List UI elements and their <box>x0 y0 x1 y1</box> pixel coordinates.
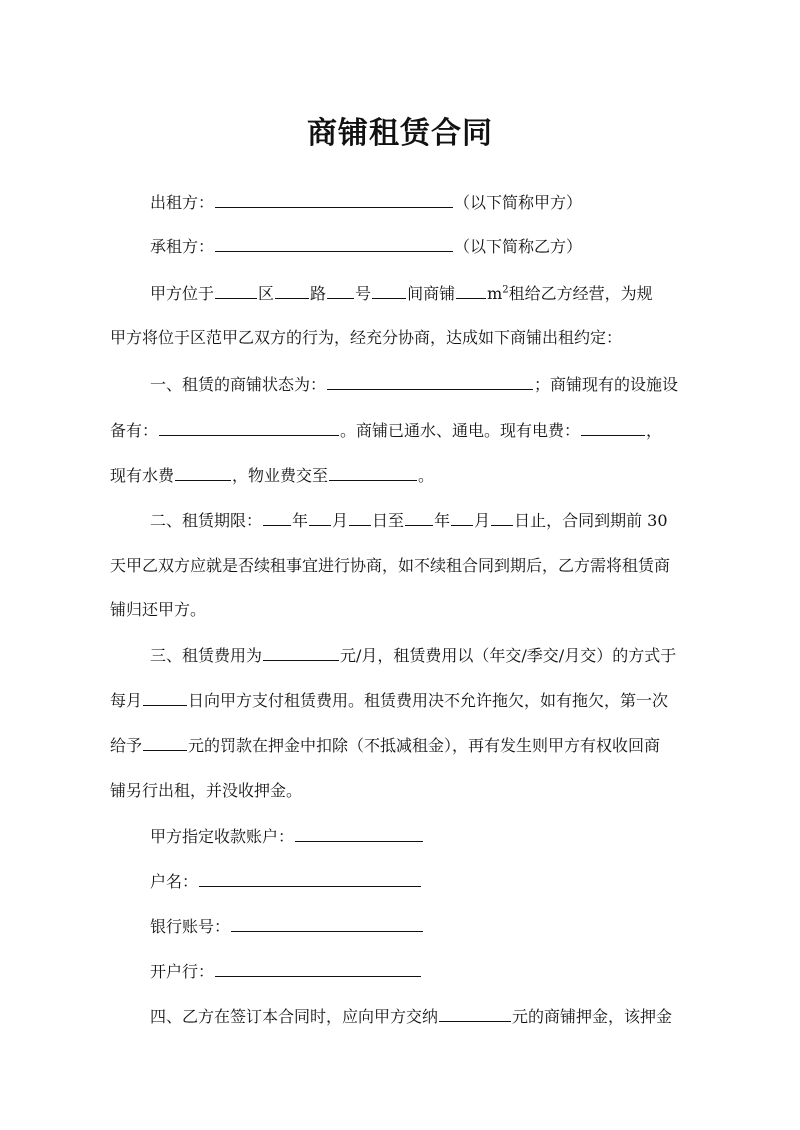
clause1-line-3 <box>110 461 434 491</box>
intro-line-1 <box>150 279 653 309</box>
intro-text: 租给乙方经营，为规 <box>508 284 653 303</box>
clause1-line-2 <box>110 416 662 446</box>
clause2-text: 日止，合同到期前 30 <box>514 511 668 530</box>
clause3-text: 元/月，租赁费用以（年交/季交/月交）的方式于 <box>340 646 677 665</box>
bank-line <box>150 957 422 987</box>
clause1-text: 一、租赁的商铺状态为： <box>150 375 327 394</box>
end-year-blank[interactable] <box>405 506 433 526</box>
clause3-text: 给予 <box>110 736 143 755</box>
clause3-line-4: 铺另行出租，并没收押金。 <box>110 781 303 800</box>
clause2-text: 月 <box>474 511 491 530</box>
clause4-text: 元的商铺押金，该押金 <box>512 1007 673 1026</box>
designated-account-blank[interactable] <box>295 822 423 842</box>
account-label: 开户行： <box>150 962 215 981</box>
designated-account-line <box>150 822 424 852</box>
account-number-line <box>150 912 424 942</box>
clause3-text: 日向甲方支付租赁费用。租赁费用决不允许拖欠，如有拖欠，第一次 <box>188 691 669 710</box>
start-year-blank[interactable] <box>263 506 291 526</box>
lessor-blank[interactable] <box>215 188 453 208</box>
clause1-line-1 <box>150 370 678 400</box>
clause3-line-2 <box>110 686 668 716</box>
deposit-blank[interactable] <box>439 1002 511 1022</box>
lessee-blank[interactable] <box>215 232 453 252</box>
lessee-label: 承租方： <box>150 237 215 256</box>
penalty-blank[interactable] <box>143 731 187 751</box>
clause1-text: ， <box>646 421 663 440</box>
lessee-line <box>150 232 582 262</box>
clause1-text: ，物业费交至 <box>232 466 329 485</box>
intro-text: 区 <box>258 284 275 303</box>
room-blank[interactable] <box>372 279 406 299</box>
bank-blank[interactable] <box>215 957 421 977</box>
clause3-text: 三、租赁费用为 <box>150 646 263 665</box>
end-month-blank[interactable] <box>451 506 473 526</box>
end-day-blank[interactable] <box>491 506 513 526</box>
clause2-line-2: 天甲乙双方应就是否续租事宜进行协商，如不续租合同到期后，乙方需将租赁商 <box>110 556 671 575</box>
number-blank[interactable] <box>327 279 354 299</box>
rent-amount-blank[interactable] <box>263 641 339 661</box>
road-blank[interactable] <box>275 279 309 299</box>
clause1-text: 现有水费 <box>110 466 175 485</box>
clause2-line-1 <box>150 506 668 536</box>
facilities-blank[interactable] <box>159 416 339 436</box>
start-month-blank[interactable] <box>309 506 331 526</box>
account-label: 甲方指定收款账户： <box>150 827 295 846</box>
clause2-text: 月 <box>332 511 349 530</box>
district-blank[interactable] <box>215 279 257 299</box>
lessee-suffix: （以下简称乙方） <box>454 237 583 256</box>
clause2-text: 年 <box>434 511 451 530</box>
lessor-label: 出租方： <box>150 193 215 212</box>
area-blank[interactable] <box>456 279 486 299</box>
clause3-text: 每月 <box>110 691 143 710</box>
intro-text: 号 <box>355 284 372 303</box>
intro-line-2: 甲方将位于区范甲乙双方的行为，经充分协商，达成如下商铺出租约定： <box>110 328 623 347</box>
area-unit-sup: 2 <box>502 284 509 296</box>
account-label: 户名： <box>150 872 199 891</box>
page-title: 商铺租赁合同 <box>307 116 493 151</box>
lessor-line <box>150 188 582 218</box>
account-number-blank[interactable] <box>231 912 423 932</box>
clause4-line-1 <box>150 1002 672 1032</box>
water-blank[interactable] <box>175 461 231 481</box>
clause4-text: 四、乙方在签订本合同时，应向甲方交纳 <box>150 1007 439 1026</box>
intro-text: 路 <box>310 284 327 303</box>
account-name-line <box>150 867 422 897</box>
clause3-line-1 <box>150 641 676 671</box>
clause1-text: 。 <box>418 466 435 485</box>
property-fee-blank[interactable] <box>329 461 417 481</box>
shop-status-blank[interactable] <box>327 370 533 390</box>
clause2-line-3: 铺归还甲方。 <box>110 600 207 619</box>
account-name-blank[interactable] <box>199 867 421 887</box>
payment-day-blank[interactable] <box>143 686 187 706</box>
intro-text: 甲方位于 <box>150 284 215 303</box>
electricity-blank[interactable] <box>581 416 645 436</box>
lessor-suffix: （以下简称甲方） <box>454 193 583 212</box>
clause2-text: 日至 <box>372 511 405 530</box>
clause2-text: 二、租赁期限： <box>150 511 263 530</box>
clause2-text: 年 <box>292 511 309 530</box>
clause3-text: 元的罚款在押金中扣除（不抵减租金），再有发生则甲方有权收回商 <box>188 736 661 755</box>
clause1-text: 备有： <box>110 421 159 440</box>
area-unit: m <box>487 284 503 303</box>
clause1-text: 。商铺已通水、通电。现有电费： <box>340 421 581 440</box>
clause1-text: ；商铺现有的设施设 <box>534 375 679 394</box>
clause3-line-3 <box>110 731 660 761</box>
account-label: 银行账号： <box>150 917 231 936</box>
intro-text: 间商铺 <box>407 284 456 303</box>
start-day-blank[interactable] <box>349 506 371 526</box>
